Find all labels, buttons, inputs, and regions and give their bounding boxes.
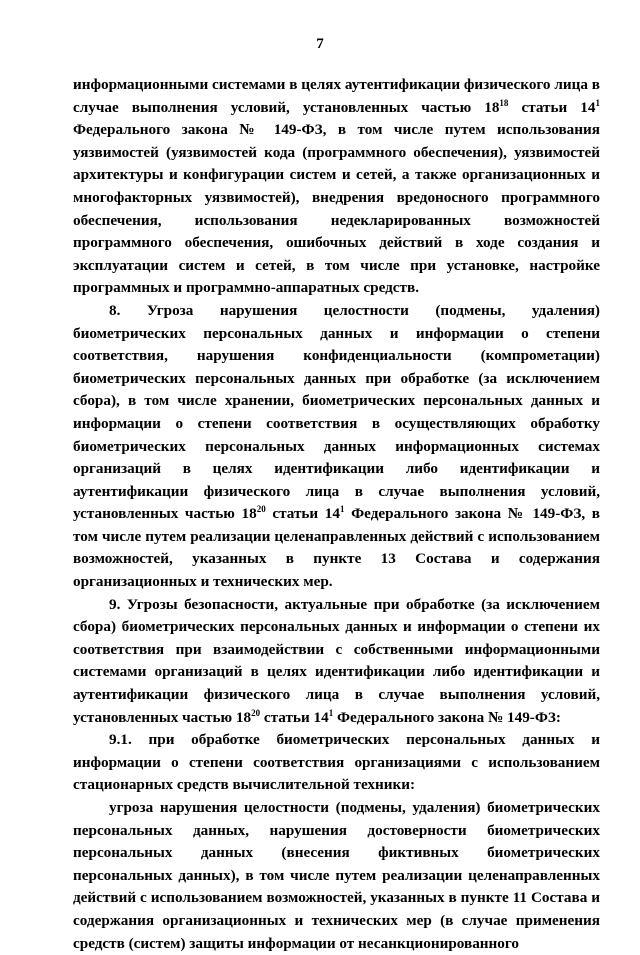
text-run: информационными системами в целях аутентификации физического лица в случае выполнения условий, установленных частью 18: [73, 76, 600, 116]
paragraph-p-8: [73, 300, 600, 594]
paragraph-p-9-1: [73, 729, 600, 797]
paragraph-p-threat: [73, 797, 600, 955]
text-run: статьи 14: [508, 98, 596, 116]
text-run: 9. Угрозы безопасности, актуальные при обработке (за исключением сбора) биометрических персональных данных и информации о степени их соответствия при взаимодействии с собственными информационными системами организаций в целях идентификации либо идентификации и аутентификации физического лица в случае выполнения условий, установленных частью 18: [73, 595, 600, 726]
document-body: [73, 74, 600, 955]
superscript: 18: [499, 97, 509, 108]
paragraph-p-9: [73, 594, 600, 730]
text-run: Федерального закона № 149-ФЗ:: [333, 708, 561, 726]
text-run: статьи 14: [265, 505, 340, 523]
superscript: 1: [595, 97, 600, 108]
page-number: 7: [316, 36, 324, 52]
text-run: 9.1. при обработке биометрических персональных данных и информации о степени соответствия организациями с использованием стационарных средств вычислительной техники:: [73, 731, 600, 794]
text-run: Федерального закона № 149-ФЗ, в том числе путем реализации целенаправленных действий с использованием возможностей, указанных в пункте 13 Состава и содержания организационных и технических мер.: [73, 505, 600, 591]
text-run: Федерального закона № 149-ФЗ, в том числе путем использования уязвимостей (уязвимостей кода (программного обеспечения), уязвимостей архитектуры и конфигурации систем и сетей, а также организационных и многофакторных уязвимостей), внедрения вредоносного программного обеспечения, использования недекларированных возможностей программного обеспечения, ошибочных действий в ходе создания и эксплуатации систем и сетей, в том числе при установке, настройке программных и программно-аппаратных средств.: [73, 121, 600, 297]
superscript: 1: [328, 707, 334, 718]
text-run: угроза нарушения целостности (подмены, удаления) биометрических персональных данных, нарушения достоверности биометрических персональных данных (внесения фиктивных биометрических персональных данных), в том числе путем реализации целенаправленных действий с использованием возможностей, указанных в пункте 11 Состава и содержания организационных и технических мер (в случае применения средств (систем) защиты информации от несанкционированного: [73, 799, 600, 952]
text-run: статьи 14: [260, 708, 329, 726]
superscript: 20: [251, 707, 261, 718]
superscript: 20: [256, 504, 266, 515]
paragraph-p-continuation: [73, 74, 600, 300]
superscript: 1: [340, 504, 345, 515]
text-run: 8. Угроза нарушения целостности (подмены, удаления) биометрических персональных данных и информации о степени соответствия, нарушения конфиденциальности (компрометации) биометрических персональных данных при обработке (за исключением сбора), в том числе хранении, биометрических персональных данных и информации о степени соответствия в осуществляющих обработку биометрических персональных данных информационных системах организаций в целях идентификации либо идентификации и аутентификации физического лица в случае выполнения условий, установленных частью 18: [73, 301, 600, 523]
